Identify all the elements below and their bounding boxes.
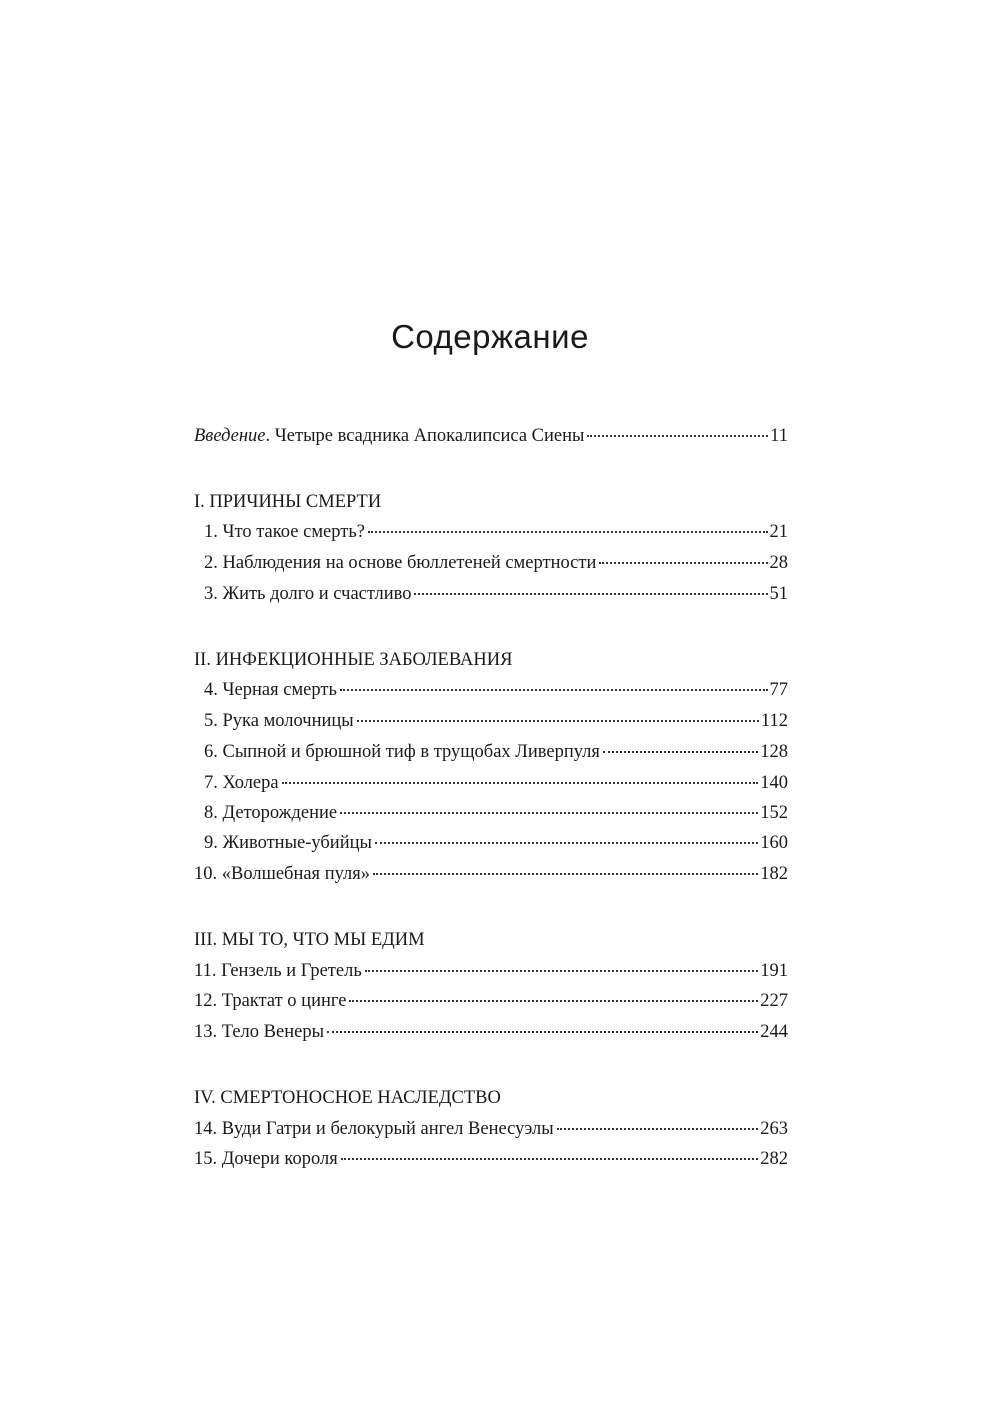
toc-page-number: 282: [760, 1149, 788, 1169]
toc-page-number: 263: [760, 1119, 788, 1139]
toc-page-number: 182: [760, 864, 788, 884]
dot-leader: [357, 720, 759, 722]
dot-leader: [375, 842, 758, 844]
part-heading: IV. СМЕРТОНОСНОЕ НАСЛЕДСТВО: [194, 1088, 501, 1108]
toc-page-number: 112: [760, 711, 788, 731]
dot-leader: [340, 812, 758, 814]
toc-entry-label: 2. Наблюдения на основе бюллетеней смертности: [204, 553, 597, 573]
toc-entry: [194, 861, 788, 887]
part-heading: II. ИНФЕКЦИОННЫЕ ЗАБОЛЕВАНИЯ: [194, 650, 513, 670]
toc-page-number: 21: [769, 522, 788, 542]
toc-entry: [194, 1116, 788, 1142]
dot-leader: [603, 751, 758, 753]
toc-page-number: 28: [769, 553, 788, 573]
dot-leader: [340, 689, 768, 691]
toc-entry: [194, 739, 788, 765]
toc-entry-label: 12. Трактат о цинге: [194, 991, 347, 1011]
toc-entry-label: 15. Дочери короля: [194, 1149, 338, 1169]
toc-entry-label: 13. Тело Венеры: [194, 1022, 325, 1042]
toc-entry-label: 9. Животные-убийцы: [204, 833, 372, 853]
toc-entry: [194, 770, 788, 796]
dot-leader: [282, 782, 759, 784]
toc-page-number: 11: [770, 426, 788, 446]
page-title: Содержание: [391, 318, 589, 355]
toc-entry-label: 5. Рука молочницы: [204, 711, 354, 731]
dot-leader: [368, 531, 768, 533]
toc-entry-label: 4. Черная смерть: [204, 680, 337, 700]
toc-entry: [194, 800, 788, 826]
toc-entry: [194, 708, 788, 734]
intro-label-rest: . Четыре всадника Апокалипсиса Сиены: [265, 426, 585, 446]
toc-entry-label: 8. Деторождение: [204, 803, 338, 823]
toc-entry: [194, 677, 788, 703]
dot-leader: [341, 1158, 759, 1160]
toc-entry: [194, 830, 788, 856]
toc-entry-label: 3. Жить долго и счастливо: [204, 584, 412, 604]
toc-entry-label: [194, 423, 584, 449]
toc-entry-label: 7. Холера: [204, 773, 279, 793]
toc-entry-label: 1. Что такое смерть?: [204, 522, 365, 542]
dot-leader: [349, 1000, 758, 1002]
toc-entry: [194, 958, 788, 984]
toc-page-number: 227: [760, 991, 788, 1011]
dot-leader: [414, 593, 767, 595]
part-heading: I. ПРИЧИНЫ СМЕРТИ: [194, 492, 382, 512]
dot-leader: [557, 1128, 759, 1130]
toc-entry: [194, 988, 788, 1014]
toc-entry: [194, 1146, 788, 1172]
toc-entry: [194, 1019, 788, 1045]
toc-page-number: 140: [760, 773, 788, 793]
toc-page-number: 191: [760, 961, 788, 981]
intro-italic-label: Введение: [194, 426, 266, 446]
toc-page-number: 128: [760, 742, 788, 762]
toc-entry-label: 10. «Волшебная пуля»: [194, 864, 371, 884]
part-heading: III. МЫ ТО, ЧТО МЫ ЕДИМ: [194, 930, 425, 950]
toc-entry: [194, 550, 788, 576]
dot-leader: [587, 435, 768, 437]
dot-leader: [365, 970, 758, 972]
toc-entry-label: 6. Сыпной и брюшной тиф в трущобах Ливерпуля: [204, 742, 600, 762]
toc-page-number: 160: [760, 833, 788, 853]
toc-page-number: 152: [760, 803, 788, 823]
dot-leader: [373, 873, 758, 875]
toc-entry: [194, 519, 788, 545]
toc-entry-label: 14. Вуди Гатри и белокурый ангел Венесуэлы: [194, 1119, 554, 1139]
dot-leader: [327, 1031, 758, 1033]
toc-page-number: 77: [769, 680, 788, 700]
toc-page-number: 51: [769, 584, 788, 604]
toc-entry-label: 11. Гензель и Гретель: [194, 961, 362, 981]
toc-entry-intro: [194, 423, 788, 449]
toc-entry: [194, 581, 788, 607]
toc-page-number: 244: [760, 1022, 788, 1042]
dot-leader: [599, 562, 767, 564]
